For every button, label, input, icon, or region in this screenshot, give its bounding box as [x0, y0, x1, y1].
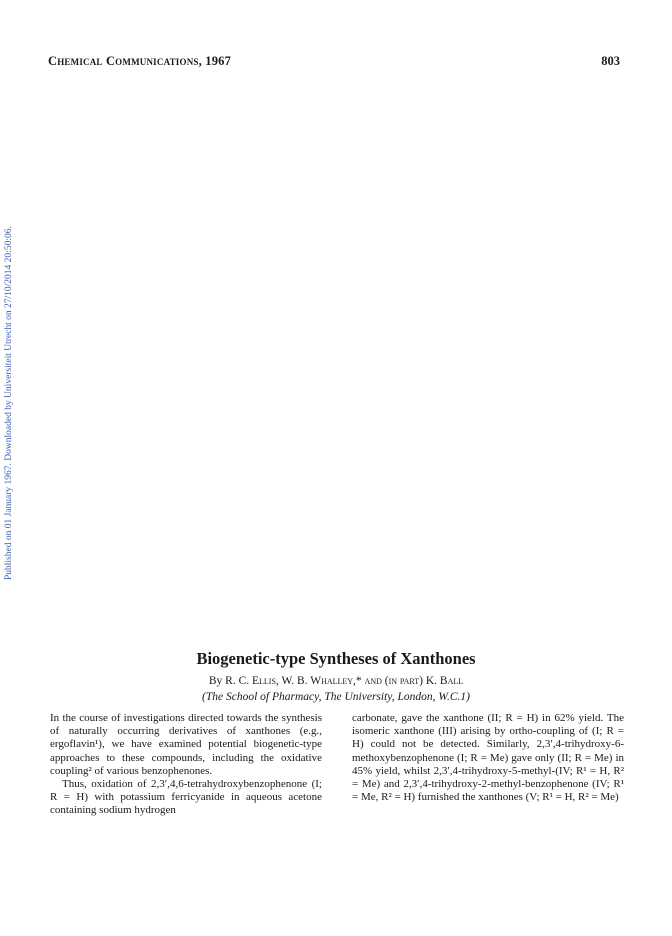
authors-prefix: By [208, 675, 223, 687]
article-title: Biogenetic-type Syntheses of Xanthones [196, 649, 476, 668]
article-authors [0, 675, 672, 687]
paragraph: In the course of investigations directed towards the synthesis of naturally occurring derivatives of xanthones (e.g., ergoflavin¹), we have examined potential biogenetic-type approaches to these compounds, including the oxidative coupling² of various benzophenones. [50, 712, 322, 777]
paragraph: Thus, oxidation of 2,3′,4,6-tetrahydroxybenzophenone (I; R = H) with potassium ferricyanide in aqueous acetone containing sodium hydrogen [50, 778, 322, 817]
right-column [352, 712, 624, 804]
download-watermark [2, 160, 18, 580]
authors-list: R. C. Ellis, W. B. Whalley,* and (in part) K. Ball [225, 675, 464, 687]
page-number: 803 [601, 54, 620, 68]
journal-header: Chemical Communications, 1967 [48, 54, 232, 68]
paragraph: carbonate, gave the xanthone (II; R = H) in 62% yield. The isomeric xanthone (III) arising by ortho-coupling of (I; R = H) could not be detected. Similarly, 2,3′,4-trihydroxy-6-methoxybenzophenone (I; R = Me) gave only (II; R = Me) in 45% yield, whilst 2,3′,4-trihydroxy-5-methyl-(IV; R¹ = H, R² = Me) and 2,3′,4-trihydroxy-2-methyl-benzophenone (IV; R¹ = Me, R² = H) furnished the xanthones (V; R¹ = H, R² = Me) [352, 712, 624, 804]
left-column [50, 712, 322, 818]
download-watermark-text: Published on 01 January 1967. Downloaded by Universiteit Utrecht on 27/10/2014 20:50:06. [4, 226, 14, 580]
article-affiliation: (The School of Pharmacy, The University, London, W.C.1) [202, 691, 470, 703]
